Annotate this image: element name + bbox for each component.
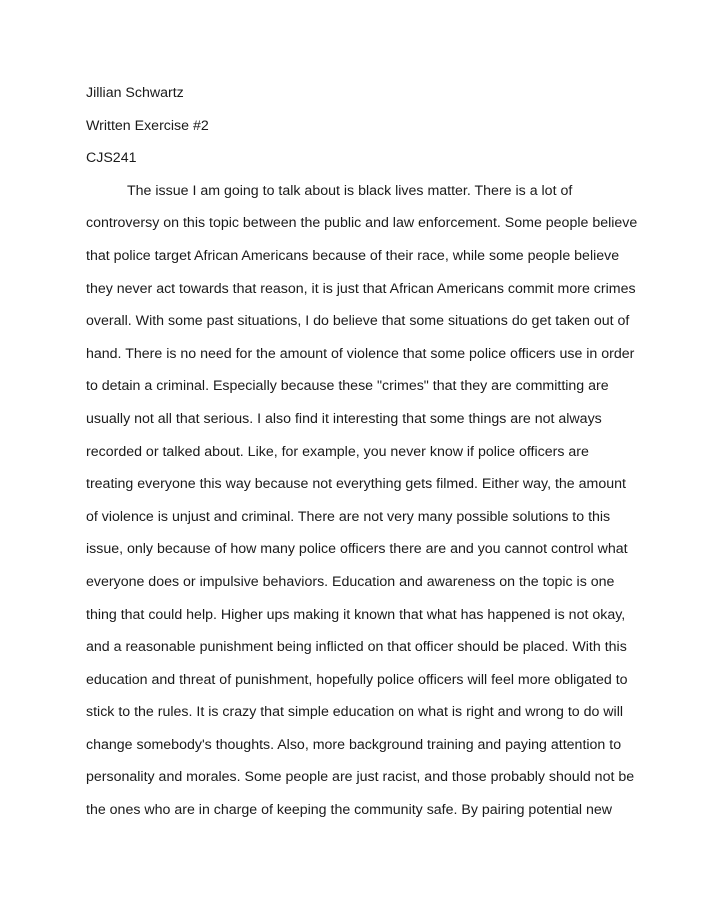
paragraph-line: stick to the rules. It is crazy that simple education on what is right and wrong to do will (86, 704, 624, 721)
paragraph-line: that police target African Americans because of their race, while some people believe (86, 247, 620, 264)
author-name: Jillian Schwartz (86, 85, 184, 101)
paragraph-line: the ones who are in charge of keeping the community safe. By pairing potential new (86, 802, 613, 819)
assignment-title: Written Exercise #2 (86, 117, 209, 134)
paragraph-line: change somebody's thoughts. Also, more background training and paying attention to (86, 736, 622, 753)
paragraph-line: everyone does or impulsive behaviors. Education and awareness on the topic is one (86, 573, 615, 590)
paragraph-line: they never act towards that reason, it is just that African Americans commit more crimes (86, 280, 636, 297)
paragraph-line: personality and morales. Some people are just racist, and those probably should not be (86, 769, 635, 786)
paragraph-line: thing that could help. Higher ups making it known that what has happened is not okay, (86, 606, 626, 623)
paragraph-line: controversy on this topic between the public and law enforcement. Some people believe (86, 215, 638, 232)
paragraph-line: of violence is unjust and criminal. There are not very many possible solutions to this (86, 508, 611, 525)
paragraph-line: usually not all that serious. I also find it interesting that some things are not always (86, 410, 602, 427)
paragraph-line: issue, only because of how many police officers there are and you cannot control what (86, 541, 628, 558)
course-code: CJS241 (86, 150, 137, 167)
paragraph-line: education and threat of punishment, hopefully police officers will feel more obligated to (86, 671, 628, 688)
paragraph-line: recorded or talked about. Like, for example, you never know if police officers are (86, 443, 589, 460)
paragraph-line: to detain a criminal. Especially because these "crimes" that they are committing are (86, 378, 609, 395)
paragraph-line: The issue I am going to talk about is black lives matter. There is a lot of (127, 182, 573, 199)
paragraph-line: hand. There is no need for the amount of violence that some police officers use in order (86, 345, 635, 362)
paragraph-line: treating everyone this way because not everything gets filmed. Either way, the amount (86, 476, 626, 493)
paragraph-line: and a reasonable punishment being inflicted on that officer should be placed. With this (86, 639, 627, 656)
paragraph-line: overall. With some past situations, I do believe that some situations do get taken out of (86, 313, 630, 330)
document-text (86, 79, 646, 829)
